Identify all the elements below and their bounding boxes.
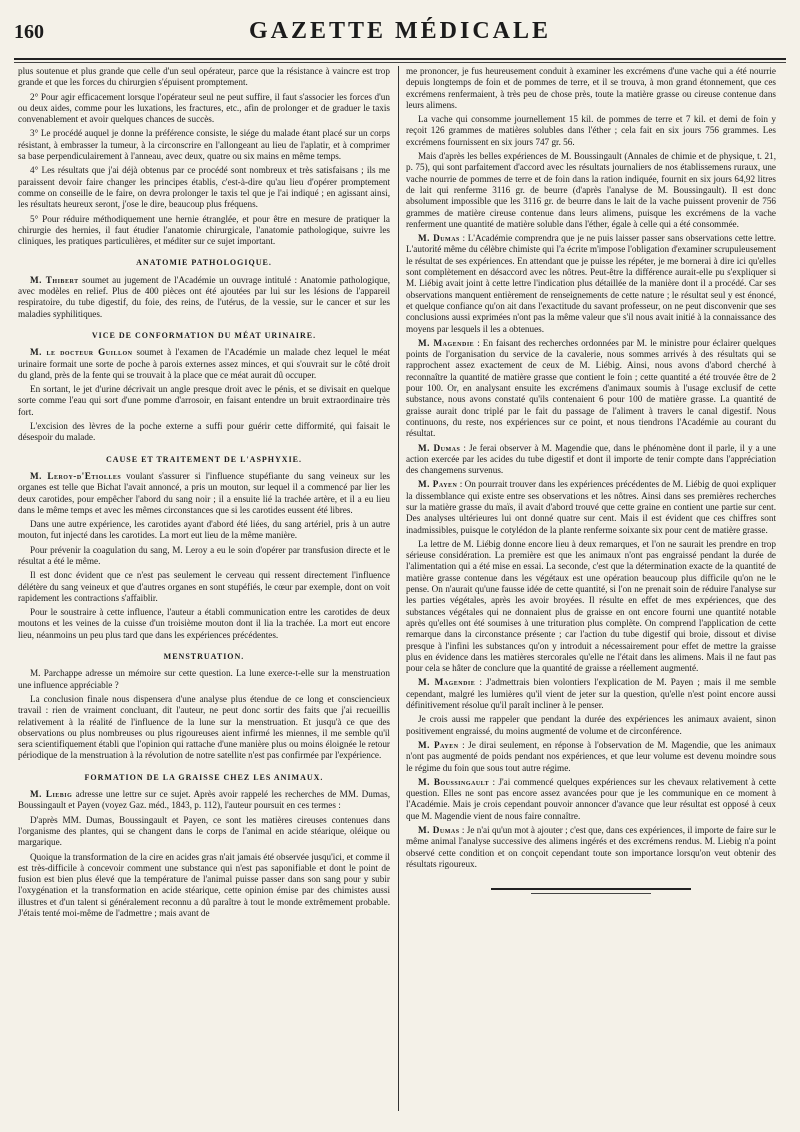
paragraph [406, 777, 776, 822]
paragraph: La conclusion finale nous dispensera d'une analyse plus étendue de ce long et consciencieux travail : rien de vraiment concluant, dit l'auteur, ne peut donc sortir des faits que j'ai recueillis relativement à la réalité de l'influence de la lune sur la menstruation. Et jusqu'à ce que des observations ou plus nombreuses ou plus rigoureuses aient infirmé les miennes, il me semble qu'il sera scientifiquement établi que l'opinion qui rattache d'une manière plus ou moins éloignée le retour périodique de la menstruation à la révolution de notre satellite n'est pas confirmée par l'expérience. [18, 693, 390, 761]
paragraph: Dans une autre expérience, les carotides ayant d'abord été liées, du sang artériel, pris à un autre mouton, fut injecté dans les carotides. La mort eut lieu de la même manière. [18, 519, 390, 541]
journal-title: GAZETTE MÉDICALE [248, 18, 552, 44]
paragraph [18, 275, 390, 320]
paragraph: D'après MM. Dumas, Boussingault et Payen, ce sont les matières cireuses contenues dans l'organisme des plantes, qui se changent dans le corps de l'animal en acide stéarique, oléique ou margarique. [18, 814, 390, 848]
paragraph: me prononcer, je fus heureusement conduit à examiner les excrémens d'une vache qui a été nourrie depuis longtemps de foin et de pommes de terre, et il se trouva, à mon grand étonnement, que ces excrémens renfermaient, à très peu de chose près, toute la matière grasse ou cireuse contenue dans leurs alimens. [406, 66, 776, 110]
paragraph [406, 233, 776, 335]
paragraph: M. Parchappe adresse un mémoire sur cette question. La lune exerce-t-elle sur la menstruation une influence appréciable ? [18, 668, 390, 690]
paragraph [406, 740, 776, 774]
paragraph: Mais d'après les belles expériences de M. Boussingault (Annales de chimie et de physique, t. 21, p. 75), qui sont parfaitement d'accord avec les résultats journaliers de nos établissemens ruraux, une vache nourrie de pommes de terre et de foin dans la ration indiquée, fournit en six jours 64,92 litres de lait qui renferme 3116 gr. de beurre (d'après l'analyse de M. Boussingault). Il est donc absolument impossible que les 3116 gr. de beurre dans le lait de la vache puissent provenir de 756 grammes de matière cireuse contenue dans leurs alimens, puisque les excrémens de la vache renferment une quantité de matière soluble dans l'éther, égale à celle qui a été consommée. [406, 151, 776, 229]
paragraph: En sortant, le jet d'urine décrivait un angle presque droit avec le pénis, et se divisait en quelque sorte comme l'eau qui sort d'une pomme d'arrosoir, en faisant entendre un bruit extraordinaire très fort. [18, 384, 390, 417]
speaker-name: M. Payen [418, 479, 458, 490]
paragraph [406, 825, 776, 870]
section-heading-meat: VICE DE CONFORMATION DU MÉAT URINAIRE. [91, 330, 317, 340]
speaker-name: M. Boussingault [418, 776, 490, 787]
speaker-name: M. Dumas [418, 825, 460, 835]
page-number: 160 [14, 21, 44, 43]
speaker-name: M. Magendie [418, 337, 475, 348]
paragraph [18, 789, 390, 812]
section-heading-menstruation: MENSTRUATION. [163, 652, 245, 662]
article-end-rule-thin [531, 893, 651, 894]
paragraph: La vache qui consomme journellement 15 kil. de pommes de terre et 7 kil. et demi de foin y reçoit 126 grammes de matières solubles dans l'éther ; cela fait en six jours 756 grammes. Les excrémens fournissent en six jours 747 gr. 56. [406, 114, 776, 147]
paragraph-text: : Je dirai seulement, en réponse à l'observation de M. Magendie, que les animaux n'ont pas augmenté de poids pendant nos expériences, et que leur volume est devenu moindre sous le régime du foin que sous tout autre régime. [406, 739, 776, 773]
paragraph-text: : J'admettrais bien volontiers l'explication de M. Payen ; mais il me semble cependant, malgré les lumières qu'il vient de jeter sur la question, qu'elle n'est point encore aussi définitivement résolue qu'il paraît incliner à le penser. [406, 677, 776, 711]
paragraph-text: : En faisant des recherches ordonnées par M. le ministre pour éclairer quelques points de l'organisation du service de la cavalerie, nous sommes arrivés à des résultats qui se rapprochent assez exactement de ceux de M. Liébig. Ainsi, nous avons d'abord cherché à reconnaître la quantité de matière grasse que contient le foin ; cette quantité a été trouvée être de 2 pour 100. Or, en analysant ensuite les excrémens d'animaux soumis à l'usage exclusif de cette substance, nous avons constaté qu'ils contenaient 6 pour 100 de matière grasse. La quantité de graisse aurait donc triplé par le fait du passage de l'aliment à travers le canal digestif. Nous continuons, du reste, nos expériences sur ce point, et nous tiendrons l'Académie au courant du résultat. [406, 337, 776, 439]
paragraph: Il est donc évident que ce n'est pas seulement le cerveau qui ressent directement l'influence délétère du sang veineux et que d'autres organes en sont stupéfiés, le cœur par exemple, dont on voit rapidement les contractions s'affaiblir. [18, 570, 390, 603]
paragraph [406, 479, 776, 535]
paragraph-text: : On pourrait trouver dans les expériences précédentes de M. Liébig de quoi expliquer la dissemblance qui existe entre ses observations et les nôtres. Ainsi dans ses premières recherches sur la matière grasse du maïs, il avait d'abord trouvé que cette graine en contient une partie sur cent. Des analyses ultérieures lui ont donné quatre sur cent. Mais il est évident que ces chiffres sont inadmissibles, puisque le cotylédon de la plante renferme soixante six pour cent de matière grasse. [406, 479, 776, 535]
paragraph: 3° Le procédé auquel je donne la préférence consiste, le siége du malade étant placé sur un corps résistant, à embrasser la tumeur, à la circonscrire en l'allongeant au lieu de l'aplatir, et à comprimer sa base perpendiculairement à l'anneau, avec deux, quatre ou six mains en même temps. [18, 128, 390, 162]
header-rule-thin [14, 62, 786, 63]
paragraph-text: : Je ferai observer à M. Magendie que, dans le phénomène dont il parle, il y a une action exercée par les acides du tube digestif et dont il importe de tenir compte dans l'appréciation des changemens survenus. [406, 442, 776, 476]
article-end-rule [491, 888, 691, 890]
paragraph: La lettre de M. Liébig donne encore lieu à deux remarques, et l'on ne saurait les prendre en trop sérieuse considération. La première est que les animaux n'ont pas engraissé pendant la durée de l'alimentation qui a été mise en essai. La seconde, c'est que la détermination exacte de la quantité de matière grasse contenue dans les végétaux est une opération beaucoup plus difficile qu'on ne le pense. On n'aurait qu'une fausse idée de cette quantité, si l'on ne prenait soin de réduire l'analyse sur les parties végétales, après les avoir broyées. Il résulte en effet de mes expériences, que des substances végétales qui ne donnaient plus de graisse en ont encore fourni une quantité notable après qu'elles ont été soumises à une trituration plus complète. On comprend l'application de cette remarque dans la circonstance présente ; car l'action du tube digestif qui broie, dissout et divise presque à l'infini les substances qu'on y introduit a nécessairement pour effet de mettre la graisse plus en évidence dans les matières stercorales qu'elle ne l'était dans les alimens. Mais il ne faut pas pour cela se hâter de conclure que la quantité de graisse a réellement augmenté. [406, 538, 776, 674]
paragraph-text: : J'ai commencé quelques expériences sur les chevaux relativement à cette question. Elles ne sont pas encore assez avancées pour que je les communique en ce moment à l'Académie. Mais je crois cependant pouvoir annoncer d'avance que leur résultat est opposé à ceux que M. Magendie vient de nous faire connaître. [406, 776, 776, 821]
paragraph-text: voulant s'assurer si l'influence stupéfiante du sang veineux sur les organes est telle que Bichat l'avait annoncé, a pris un mouton, sur lequel il a commencé par lier les deux carotides, pour empêcher l'abord du sang noir ; il a ensuite lié la trachée artère, et il a eu lieu dans le même temps et avec les mêmes circonstances que si les carotides eussent été libres. [18, 470, 390, 515]
paragraph: plus soutenue et plus grande que celle d'un seul opérateur, parce que la résistance à vaincre est trop grande et que les forces du chirurgien s'épuisent promptement. [18, 66, 390, 88]
paragraph [18, 347, 390, 381]
header-rule [14, 58, 786, 60]
speaker-name: M. Payen [418, 739, 459, 750]
paragraph [406, 338, 776, 440]
section-heading-asphyxie: CAUSE ET TRAITEMENT DE L'ASPHYXIE. [105, 454, 303, 464]
paragraph-text: : L'Académie comprendra que je ne puis laisser passer sans observations cette lettre. L'autorité même du célèbre chimiste qui l'a écrite m'impose l'obligation d'examiner scrupuleusement le résultat de ses expériences. En attendant que je puisse les répéter, je me bornerai à dire ici qu'elles sont complètement en désaccord avec les nôtres. Peut-être la différence aurait-elle pu s'expliquer si M. Liébig avait joint à cette lettre l'indication plus détaillée de la manière dont il a procédé. Car ses observations manquent entièrement de renseignements de cette nature ; le résultat seul y est énoncé, et quelque confiance qu'on ait dans l'exactitude du savant professeur, on ne peut disconvenir que ses conclusions aussi exprimées n'ont pas la même valeur que s'il nous avait initié à la connaissance des moyens par lesquels il les a obtenues. [406, 233, 776, 334]
speaker-name: M. Dumas [418, 233, 460, 244]
paragraph-text: : Je n'ai qu'un mot à ajouter ; c'est que, dans ces expériences, il importe de faire sur le même animal l'analyse successive des alimens ingérés et des excrémens rendus. M. Liebig n'a point observé cette condition et on conçoit cependant toute son importance lorsqu'on veut obtenir des résultats rigoureux. [406, 825, 776, 869]
masthead [14, 18, 786, 48]
speaker-name: M. Leroy-d'Etiolles [30, 470, 122, 481]
section-heading-graisse: FORMATION DE LA GRAISSE CHEZ LES ANIMAUX. [84, 772, 324, 782]
paragraph: Pour prévenir la coagulation du sang, M. Leroy a eu le soin d'opérer par transfusion directe et le résultat a été le même. [18, 544, 390, 566]
section-heading-anatomie: ANATOMIE PATHOLOGIQUE. [136, 258, 272, 268]
speaker-name: M. Dumas [418, 442, 461, 453]
paragraph-text: soumet au jugement de l'Académie un ouvrage intitulé : Anatomie pathologique, avec modèles en relief. Plus de 400 pièces ont été ajoutées par lui sur les lésions de l'appareil respiratoire, du tube digestif, du foie, des reins, de l'utérus, de la vessie, sur le cancer et sur les maladies syphilitiques. [18, 274, 390, 319]
paragraph-text: soumet à l'examen de l'Académie un malade chez lequel le méat urinaire formait une sorte de poche à parois externes assez minces, et qui s'ouvrait sur le côté droit du gland, près de la fente qui se trouvait à la place que ce méat aurait dû occuper. [18, 347, 390, 380]
paragraph: 4° Les résultats que j'ai déjà obtenus par ce procédé sont nombreux et très satisfaisans ; ils me paraissent devoir faire changer les principes établis, c'est-à-dire qu'au lieu d'opérer promptement comme on conseille de le faire, on devra prolonger le taxis tel que je l'ai indiqué ; en agissant ainsi, les résultats heureux seront, j'ose le dire, beaucoup plus fréquens. [18, 165, 390, 210]
left-column [18, 66, 390, 1116]
column-divider [398, 66, 399, 1111]
speaker-name: M. Thibert [30, 274, 79, 285]
paragraph [406, 443, 776, 477]
speaker-name: M. Liebig [30, 789, 73, 800]
paragraph: L'excision des lèvres de la poche externe a suffi pour guérir cette difformité, qui faisait le désespoir du malade. [18, 421, 390, 443]
paragraph [18, 471, 390, 516]
speaker-name: M. Magendie [418, 677, 476, 688]
right-column [406, 66, 776, 1116]
paragraph: Pour le soustraire à cette influence, l'auteur a établi communication entre les carotides de deux moutons et les veines de la cuisse d'un troisième mouton dont il lia la trachée. La mort eut encore lieu, néanmoins un peu plus tard que dans les expériences précédentes. [18, 607, 390, 640]
paragraph: 2° Pour agir efficacement lorsque l'opérateur seul ne peut suffire, il faut s'associer les forces d'un ou deux aides, comme pour les luxations, les fractures, etc., afin de prolonger et de graduer le taxis convenablement et avoir quelques chances de succès. [18, 91, 390, 125]
paragraph: Quoique la transformation de la cire en acides gras n'ait jamais été observée jusqu'ici, et comme il est très-difficile à concevoir comment une substance qui n'est pas saponifiable et dont le point de fusion est bien plus élevé que la température de l'animal puisse passer dans son sang pour y subir l'oxygénation et la transformation en acide stéarique, cette opinion émise par des chimistes aussi illustres et d'un talent si généralement reconnu a dû paraître à tout le monde extrêmement probable. J'étais tenté moi-même de l'admettre ; mais avant de [18, 851, 390, 918]
speaker-name: M. le docteur Guillon [30, 347, 133, 358]
paragraph-text: adresse une lettre sur ce sujet. Après avoir rappelé les recherches de MM. Dumas, Boussingault et Payen (voyez Gaz. méd., 1843, p. 112), l'auteur poursuit en ces termes : [18, 789, 390, 811]
paragraph: Je crois aussi me rappeler que pendant la durée des expériences les animaux avaient, sinon positivement engraissé, du moins augmenté de volume et de circonférence. [406, 714, 776, 736]
paragraph [406, 677, 776, 711]
paragraph: 5° Pour réduire méthodiquement une hernie étranglée, et pour être en mesure de pratiquer la chirurgie des hernies, il faut étudier l'anatomie chirurgicale, l'anatomie pathologique, suivre les cliniques, les pratiques particulières, et méditer sur ce sujet important. [18, 213, 390, 247]
